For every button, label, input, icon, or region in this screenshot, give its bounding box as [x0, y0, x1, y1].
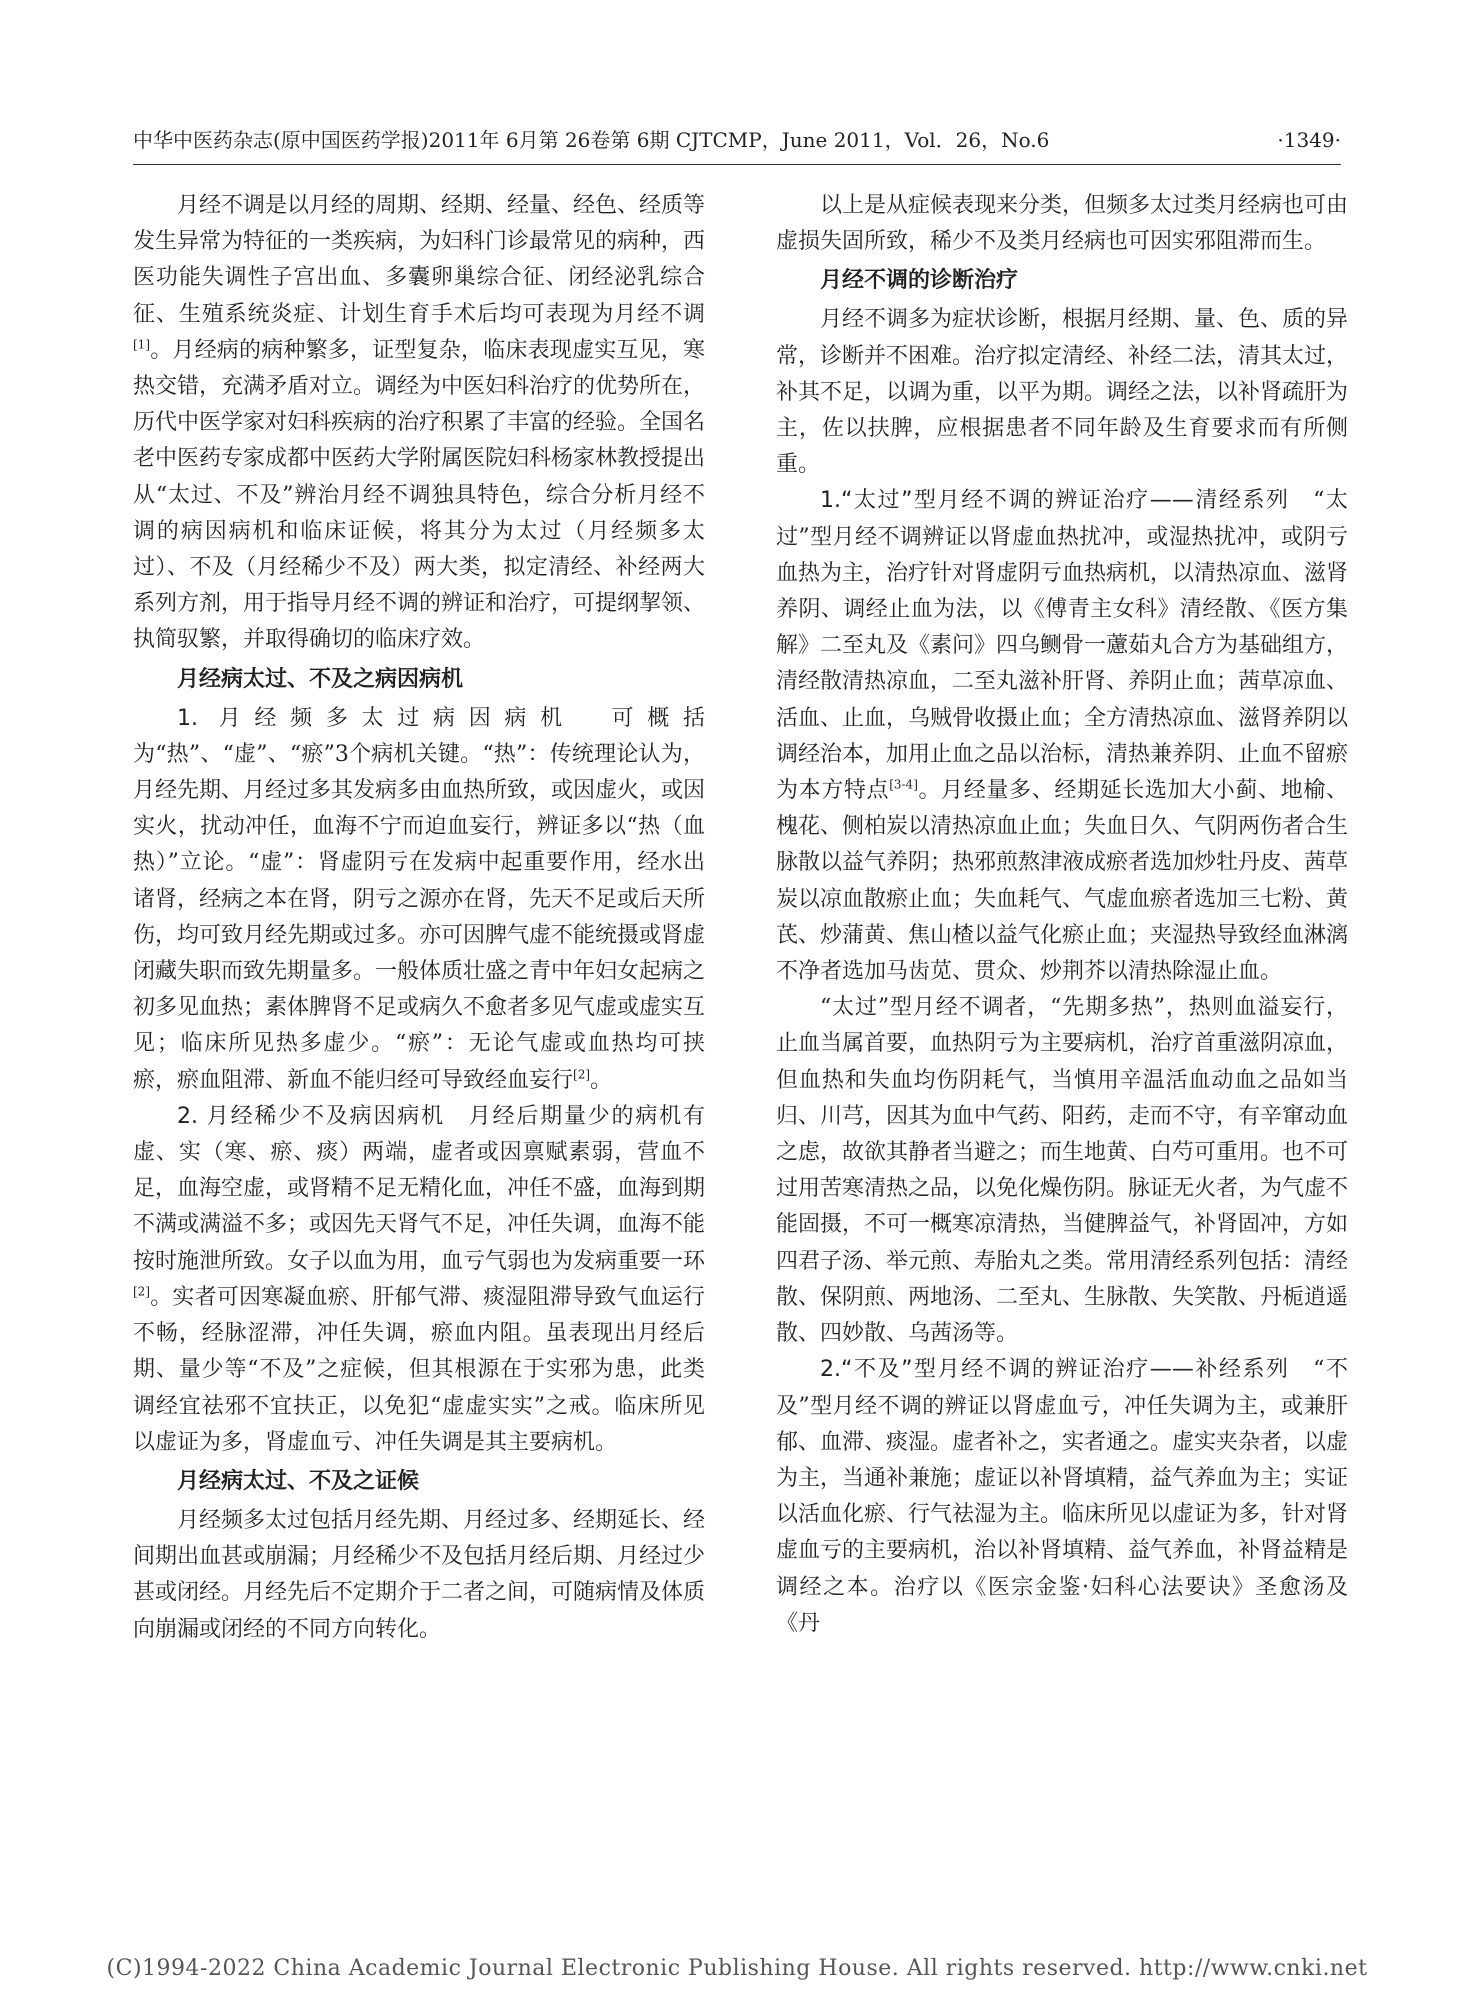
copyright-footer: (C)1994-2022 China Academic Journal Electronic Publishing House. All rights reserved. http://www.cnki.net — [106, 1956, 1368, 1981]
left-column — [133, 188, 705, 1928]
paragraph-bujing-series: 2.“不及”型月经不调的辨证治疗——补经系列 “不及”型月经不调的辨证以肾虚血亏，冲任失调为主，或兼肝郁、血滞、痰湿。虚者补之，实者通之。虚实夹杂者，以虚为主，当通补兼施；虚证以补肾填精，益气养血为主；实证以活血化瘀、行气祛湿为主。临床所见以虚证为多，针对肾虚血亏的主要病机，治以补肾填精、益气养血，补肾益精是调经之本。治疗以《医宗金鉴·妇科心法要诀》圣愈汤及《丹 — [776, 1357, 1348, 1636]
section-heading-syndrome: 月经病太过、不及之证候 — [177, 1468, 420, 1494]
citation-ref[interactable]: [2] — [573, 1067, 591, 1082]
subsection-title: 1. 月经频多太过病因病机 — [177, 705, 576, 731]
paragraph-diagnosis: 月经不调多为症状诊断，根据月经期、量、色、质的异常，诊断并不困难。治疗拟定清经、补经二法，清其太过，补其不足，以调为重，以平为期。调经之法，以补肾疏肝为主，佐以扶脾，应根据患者不同年龄及生育要求而有所侧重。 — [776, 307, 1348, 478]
citation-ref[interactable]: [3-4] — [889, 777, 918, 792]
right-column — [776, 188, 1348, 1928]
intro-paragraph: 月经不调是以月经的周期、经期、经量、经色、经质等发生异常为特征的一类疾病，为妇科门诊最常见的病种，西医功能失调性子宫出血、多囊卵巢综合征、闭经泌乳综合征、生殖系统炎症、计划生育手术后均可表现为月经不调[1]。月经病的病种繁多，证型复杂，临床表现虚实互见，寒热交错，充满矛盾对立。调经为中医妇科治疗的优势所在，历代中医学家对妇科疾病的治疗积累了丰富的经验。全国名老中医药专家成都中医药大学附属医院妇科杨家林教授提出从“太过、不及”辨治月经不调独具特色，综合分析月经不调的病因病机和临床证候，将其分为太过（月经频多太过）、不及（月经稀少不及）两大类，拟定清经、补经两大系列方剂，用于指导月经不调的辨证和治疗，可提纲挈领、执简驭繁，并取得确切的临床疗效。 — [133, 193, 705, 653]
section-heading-treatment: 月经不调的诊断治疗 — [820, 268, 1019, 294]
subsection-title: 2. 月经稀少不及病因病机 — [177, 1103, 445, 1129]
paragraph-classification: 以上是从症候表现来分类，但频多太过类月经病也可由虚损失固所致，稀少不及类月经病也可因实邪阻滞而生。 — [776, 193, 1348, 255]
paragraph-excess-notes: “太过”型月经不调者，“先期多热”，热则血溢妄行，止血当属首要，血热阴亏为主要病机，治疗首重滋阴凉血，但血热和失血均伤阴耗气，当慎用辛温活血动血之品如当归、川芎，因其为血中气药、阳药，走而不守，有辛窜动血之虑，故欲其静者当避之；而生地黄、白芍可重用。也不可过用苦寒清热之品，以免化燥伤阴。脉证无火者，为气虚不能固摄，不可一概寒凉清热，当健脾益气，补肾固冲，方如四君子汤、举元煎、寿胎丸之类。常用清经系列包括：清经散、保阴煎、两地汤、二至丸、生脉散、失笑散、丹栀逍遥散、四妙散、乌茜汤等。 — [776, 995, 1348, 1347]
subsection-title: 1.“太过”型月经不调的辨证治疗——清经系列 — [820, 488, 1290, 514]
page-number: ·1349· — [1277, 128, 1341, 152]
citation-ref[interactable]: [1] — [133, 337, 150, 352]
paragraph-excess-etiology: 1. 月经频多太过病因病机 可概括为“热”、“虚”、“瘀”3个病机关键。“热”：传统理论认为，月经先期、月经过多其发病多由血热所致，或因虚火，或因实火，扰动冲任，血海不宁而迫血妄行，辨证多以“热（血热）”立论。“虚”：肾虚阴亏在发病中起重要作用，经水出诸肾，经病之本在肾，阴亏之源亦在肾，先天不足或后天所伤，均可致月经先期或过多。亦可因脾气虚不能统摄或肾虚闭藏失职而致先期量多。一般体质壮盛之青中年妇女起病之初多见血热；素体脾肾不足或病久不愈者多见气虚或虚实互见；临床所见热多虚少。“瘀”：无论气虚或血热均可挟瘀，瘀血阻滞、新血不能归经可导致经血妄行[2]。 — [133, 705, 705, 1093]
journal-citation: 中华中医药杂志(原中国医药学报)2011年 6月第 26卷第 6期 CJTCMP，June 2011，Vol．26，No.6 — [133, 128, 1050, 152]
section-heading-etiology: 月经病太过、不及之病因病机 — [177, 666, 464, 692]
running-header — [133, 122, 1341, 158]
paragraph-deficiency-etiology: 2. 月经稀少不及病因病机 月经后期量少的病机有虚、实（寒、瘀、痰）两端，虚者或因禀赋素弱，营血不足，血海空虚，或肾精不足无精化血，冲任不盛，血海到期不满或满溢不多；或因先天肾气不足，冲任失调，血海不能按时施泄所致。女子以血为用，血亏气弱也为发病重要一环[2]。实者可因寒凝血瘀、肝郁气滞、痰湿阻滞导致气血运行不畅，经脉涩滞，冲任失调，瘀血内阻。虽表现出月经后期、量少等“不及”之症候，但其根源在于实邪为患，此类调经宜祛邪不宜扶正，以免犯“虚虚实实”之戒。临床所见以虚证为多，肾虚血亏、冲任失调是其主要病机。 — [133, 1103, 705, 1455]
paragraph-syndrome: 月经频多太过包括月经先期、月经过多、经期延长、经间期出血甚或崩漏；月经稀少不及包括月经后期、月经过少甚或闭经。月经先后不定期介于二者之间，可随病情及体质向崩漏或闭经的不同方向转化。 — [133, 1507, 705, 1642]
citation-ref[interactable]: [2] — [133, 1284, 150, 1299]
subsection-title: 2.“不及”型月经不调的辨证治疗——补经系列 — [820, 1357, 1290, 1383]
paragraph-qingjing-series: 1.“太过”型月经不调的辨证治疗——清经系列 “太过”型月经不调辨证以肾虚血热扰冲，或湿热扰冲，或阴亏血热为主，治疗针对肾虚阴亏血热病机，以清热凉血、滋肾养阴、调经止血为法，以《傅青主女科》清经散、《医方集解》二至丸及《素问》四乌鲗骨一藘茹丸合方为基础组方，清经散清热凉血，二至丸滋补肝肾、养阴止血；茜草凉血、活血、止血，乌贼骨收摄止血；全方清热凉血、滋肾养阴以调经治本，加用止血之品以治标，清热兼养阴、止血不留瘀为本方特点[3-4]。月经量多、经期延长选加大小蓟、地榆、槐花、侧柏炭以清热凉血止血；失血日久、气阴两伤者合生脉散以益气养阴；热邪煎熬津液成瘀者选加炒牡丹皮、茜草炭以凉血散瘀止血；失血耗气、气虚血瘀者选加三七粉、黄芪、炒蒲黄、焦山楂以益气化瘀止血；夹湿热导致经血淋漓不净者选加马齿苋、贯众、炒荆芥以清热除湿止血。 — [776, 488, 1348, 985]
header-rule — [133, 164, 1341, 165]
